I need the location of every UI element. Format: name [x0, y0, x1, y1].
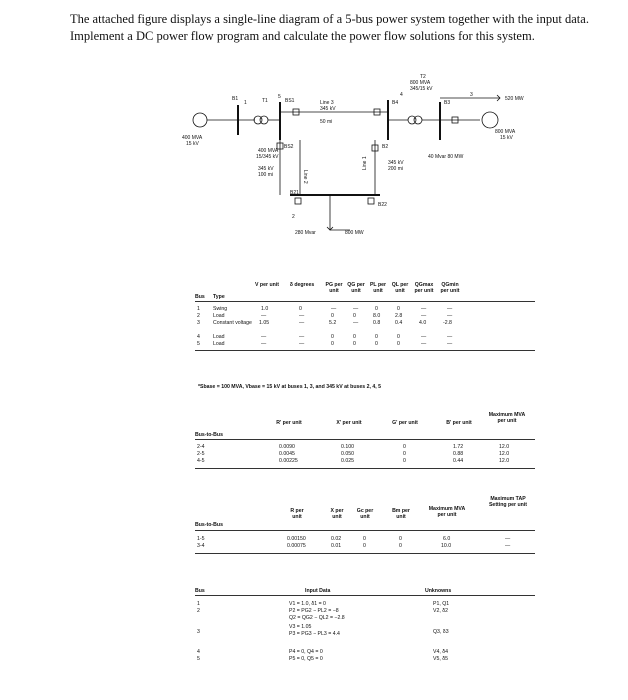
- t3-header-bm: Bm per unit: [392, 508, 410, 520]
- gen-3-rating: 800 MVA: [495, 129, 516, 135]
- t4-cell: P1, Q1: [433, 601, 450, 607]
- t3-cell: 0: [363, 536, 366, 542]
- t1-header-qgmax: QGmax per unit: [414, 282, 434, 294]
- b4-label: B4: [392, 100, 399, 106]
- t1-header-ql: QL per unit: [391, 282, 409, 294]
- t4-cell: 5: [197, 656, 200, 662]
- t1-cell: —: [299, 334, 305, 340]
- t1-cell: 0: [397, 306, 400, 312]
- gen-1-rating: 400 MVA: [182, 135, 203, 141]
- t1-cell: 0: [375, 334, 378, 340]
- line-3-length: 50 mi: [320, 119, 333, 125]
- t1-cell: 5: [197, 341, 200, 347]
- t2-cell: 0.0090: [279, 444, 295, 450]
- t1-header-pl: PL per unit: [369, 282, 387, 294]
- t1-rating: 400 MVA: [258, 148, 279, 154]
- t1-cell: 4: [197, 334, 200, 340]
- t2-cell: 0: [403, 444, 406, 450]
- t1-cell: 0.4: [395, 320, 403, 326]
- t1-cell: —: [421, 306, 427, 312]
- t1-cell: Swing: [213, 306, 228, 312]
- t2-cell: 0.050: [341, 451, 354, 457]
- line-3-label: Line 3: [320, 100, 334, 106]
- b3-label: B3: [444, 100, 451, 106]
- transformer-data-table: [195, 496, 535, 572]
- t1-cell: 0: [375, 341, 378, 347]
- t1-header-v: V per unit: [255, 282, 279, 288]
- t3-cell: 0.00150: [287, 536, 306, 542]
- t1-cell: —: [447, 341, 453, 347]
- t1-cell: -2.8: [443, 320, 452, 326]
- t1-cell: —: [421, 334, 427, 340]
- t1-header-pg: PG per unit: [325, 282, 343, 294]
- t1-cell: 0: [397, 334, 400, 340]
- t2-cell: 2-4: [197, 444, 205, 450]
- t4-cell: P2 = PG2 − PL2 = −8 Q2 = QG2 − QL2 = −2.8: [289, 608, 345, 621]
- t2-header-mva: Maximum MVA per unit: [488, 412, 526, 424]
- t1-header-delta: δ degrees: [289, 282, 315, 288]
- t1-cell: —: [331, 306, 337, 312]
- t2-cell: 0: [403, 451, 406, 457]
- t4-cell: 1: [197, 601, 200, 607]
- t1-cell: 0: [331, 334, 334, 340]
- t1-cell: 1.05: [259, 320, 270, 326]
- t4-cell: P5 = 0, Q5 = 0: [289, 656, 323, 662]
- t3-cell: —: [505, 536, 511, 542]
- t3-cell: 0: [363, 543, 366, 549]
- t1-cell: Load: [213, 341, 225, 347]
- t2-cell: 0.00225: [279, 458, 298, 464]
- t3-header-r: R per unit: [290, 508, 304, 520]
- t1-cell: 0: [353, 334, 356, 340]
- t1-cell: 0: [299, 306, 302, 312]
- bus-3-load-b: 40 Mvar 80 MW: [428, 154, 464, 160]
- t1-cell: 5.2: [329, 320, 337, 326]
- bus-3-load-label: 520 MW: [505, 96, 524, 102]
- t4-cell: V5, δ5: [433, 656, 449, 662]
- t1-voltage: 15/345 kV: [256, 154, 279, 160]
- input-unknowns-table: [195, 586, 535, 696]
- t2-header-bus: Bus-to-Bus: [195, 432, 223, 438]
- t1-cell: 0: [353, 341, 356, 347]
- t3-cell: 1-5: [197, 536, 205, 542]
- t2-rating: 800 MVA: [410, 80, 431, 86]
- t2-header-g: G' per unit: [392, 420, 418, 426]
- t1-cell: —: [261, 313, 267, 319]
- b1-label: B1: [232, 96, 239, 102]
- b2-label: B2: [382, 144, 389, 150]
- line-2-voltage: 345 kV: [258, 166, 274, 172]
- t2-cell: 0: [403, 458, 406, 464]
- t3-cell: 0.00075: [287, 543, 306, 549]
- t2-header-r: R' per unit: [276, 420, 302, 426]
- t2-cell: 0.44: [453, 458, 464, 464]
- t3-header-mva: Maximum MVA per unit: [428, 506, 466, 518]
- t4-cell: V3 = 1.05 P3 = PG3 − PL3 = 4.4: [289, 624, 340, 637]
- t2-cell: 12.0: [499, 451, 510, 457]
- t3-cell: 0: [399, 536, 402, 542]
- bs1-label: BS1: [285, 98, 295, 104]
- t4-cell: 4: [197, 649, 200, 655]
- t1-cell: 0: [353, 313, 356, 319]
- t1-cell: —: [261, 334, 267, 340]
- t1-cell: 8.0: [373, 313, 381, 319]
- t1-cell: Constant voltage: [213, 320, 252, 326]
- t4-cell: 3: [197, 629, 200, 635]
- line-3-voltage: 345 kV: [320, 106, 336, 112]
- bus-2-load-q: 280 Mvar: [295, 230, 316, 236]
- t1-cell: —: [299, 320, 305, 326]
- gen-1-voltage: 15 kV: [186, 141, 199, 147]
- bus-2-load-p: 800 MW: [345, 230, 364, 236]
- t1-cell: 3: [197, 320, 200, 326]
- t1-cell: 0: [375, 306, 378, 312]
- t3-cell: —: [505, 543, 511, 549]
- bus-2-number: 2: [292, 214, 295, 220]
- t1-header-bus: Bus: [195, 294, 205, 300]
- t1-header-qgmin: QGmin per unit: [440, 282, 460, 294]
- t2-cell: 12.0: [499, 444, 510, 450]
- t2-cell: 0.025: [341, 458, 354, 464]
- b21-label: B21: [290, 190, 299, 196]
- t2-volt: 345/15 kV: [410, 86, 433, 92]
- t3-cell: 6.0: [443, 536, 451, 542]
- t4-cell: V1 = 1.0, δ1 = 0: [289, 601, 326, 607]
- t2-header-b: B' per unit: [446, 420, 472, 426]
- line-data-table: [195, 412, 535, 482]
- t1-cell: Load: [213, 313, 225, 319]
- t4-cell: Q3, δ3: [433, 629, 449, 635]
- t1-cell: 0: [397, 341, 400, 347]
- t1-cell: 4.0: [419, 320, 427, 326]
- t1-cell: —: [447, 306, 453, 312]
- t2-cell: 4-5: [197, 458, 205, 464]
- bs2-label: BS2: [284, 144, 294, 150]
- t1-cell: 2.8: [395, 313, 403, 319]
- t2-cell: 2-5: [197, 451, 205, 457]
- generator-3-icon: [482, 112, 498, 128]
- t4-cell: 2: [197, 608, 200, 614]
- line-1-label: Line 1: [362, 156, 368, 170]
- table-1-note: *Sbase = 100 MVA, Vbase = 15 kV at buses 1, 3, and 345 kV at buses 2, 4, 5: [198, 384, 382, 390]
- t1-cell: —: [299, 341, 305, 347]
- t3-cell: 0: [399, 543, 402, 549]
- t3-header-tap: Maximum TAP Setting per unit: [488, 496, 528, 508]
- t2-cell: 0.0045: [279, 451, 295, 457]
- line-2-length: 100 mi: [258, 172, 274, 178]
- t2-header-x: X' per unit: [336, 420, 362, 426]
- t2-cell: 0.100: [341, 444, 354, 450]
- bus-1-number: 1: [244, 100, 247, 106]
- t1-cell: 1.0: [261, 306, 269, 312]
- t3-header-bus: Bus-to-Bus: [195, 522, 223, 528]
- bus-5-number: 5: [278, 94, 281, 100]
- t2-cell: 12.0: [499, 458, 510, 464]
- t1-header-qg: QG per unit: [347, 282, 365, 294]
- bus-input-table: [195, 282, 535, 392]
- bus-3-number: 3: [470, 92, 473, 98]
- t1-cell: —: [299, 313, 305, 319]
- t1-cell: —: [421, 341, 427, 347]
- t4-cell: V2, δ2: [433, 608, 449, 614]
- t1-header-type: Type: [213, 294, 225, 300]
- t2-label: T2: [420, 74, 426, 80]
- b22-label: B22: [378, 202, 387, 208]
- t4-cell: V4, δ4: [433, 649, 449, 655]
- t1-label: T1: [262, 98, 268, 104]
- t2-cell: 0.88: [453, 451, 464, 457]
- t1-cell: —: [447, 313, 453, 319]
- bus-4-number: 4: [400, 92, 403, 98]
- t4-header-bus: Bus: [195, 588, 205, 594]
- t3-cell: 0.01: [331, 543, 342, 549]
- t1-cell: 2: [197, 313, 200, 319]
- t3-cell: 10.0: [441, 543, 452, 549]
- t2-cell: 1.72: [453, 444, 464, 450]
- t3-cell: 3-4: [197, 543, 205, 549]
- t1-cell: 0.8: [373, 320, 381, 326]
- line-2-label: Line 2: [302, 170, 308, 184]
- t1-cell: —: [447, 334, 453, 340]
- t1-cell: —: [421, 313, 427, 319]
- single-line-diagram: [0, 0, 628, 260]
- line-1-voltage: 345 kV: [388, 160, 404, 166]
- t1-cell: 1: [197, 306, 200, 312]
- t1-cell: Load: [213, 334, 225, 340]
- intro-line-2: Implement a DC power flow program and calculate the power flow solutions for this system.: [70, 28, 535, 43]
- t3-header-x: X per unit: [330, 508, 344, 520]
- t1-cell: 0: [331, 341, 334, 347]
- gen-3-voltage: 15 kV: [500, 135, 513, 141]
- t4-cell: P4 = 0, Q4 = 0: [289, 649, 323, 655]
- t4-header-input: Input Data: [305, 588, 331, 594]
- line-1-length: 200 mi: [388, 166, 404, 172]
- t1-cell: —: [353, 320, 359, 326]
- intro-line-1: The attached figure displays a single-line diagram of a 5-bus power system together with the input data.: [70, 12, 589, 26]
- generator-1-icon: [193, 113, 207, 127]
- t1-cell: 0: [331, 313, 334, 319]
- t1-cell: —: [353, 306, 359, 312]
- t3-cell: 0.02: [331, 536, 342, 542]
- t3-header-gc: Gc per unit: [356, 508, 374, 520]
- t4-header-unknowns: Unknowns: [425, 588, 452, 594]
- t1-cell: —: [261, 341, 267, 347]
